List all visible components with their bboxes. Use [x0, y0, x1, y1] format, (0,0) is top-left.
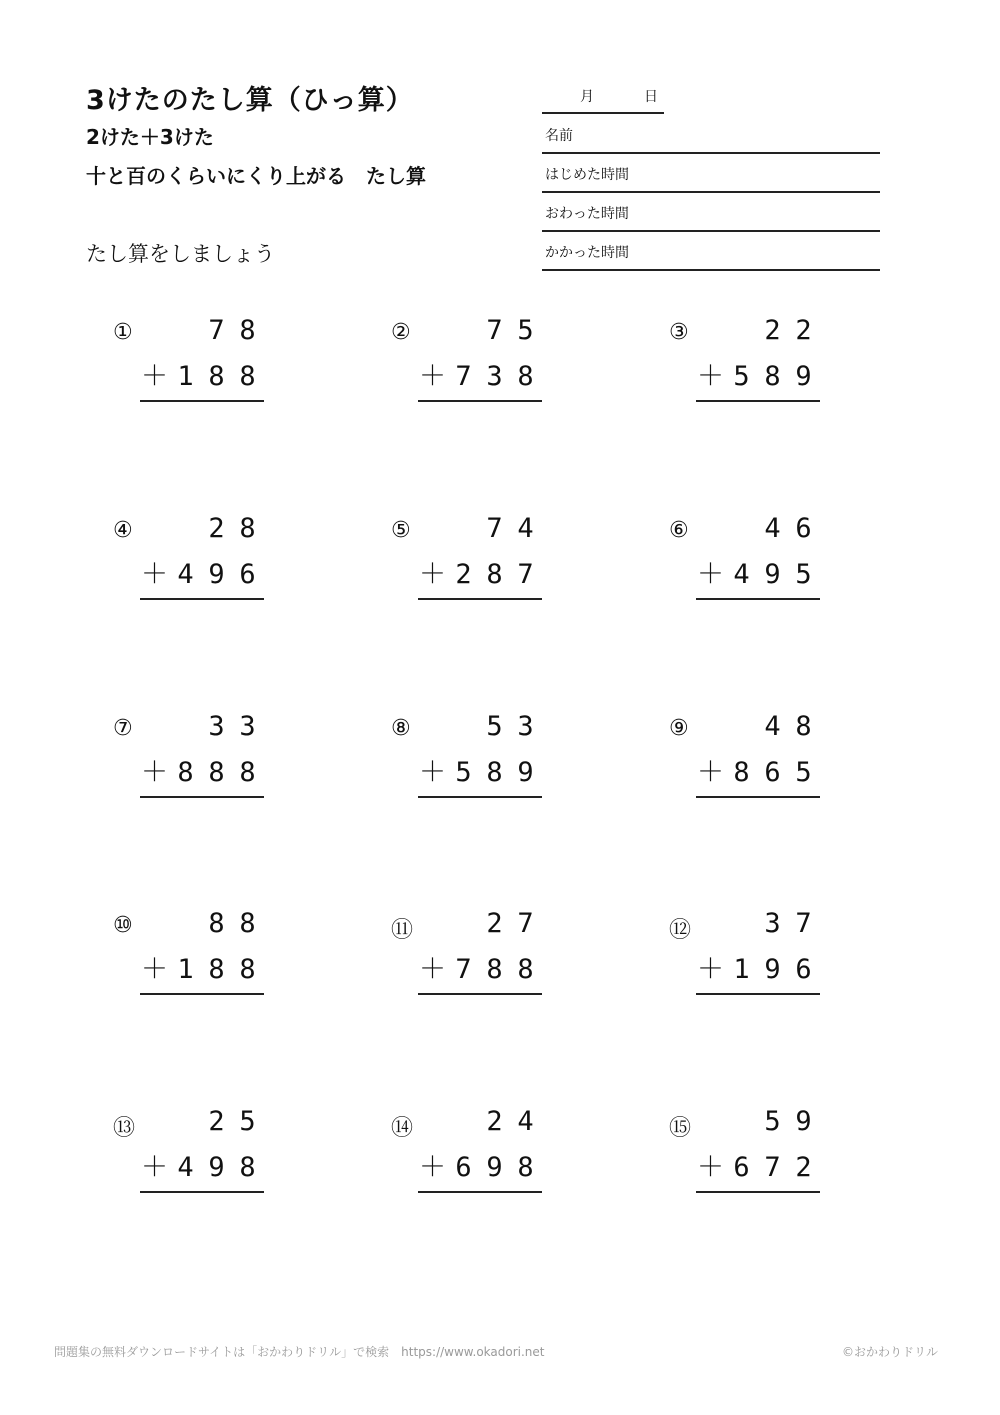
second-addend-value: 7 3 8 — [455, 361, 534, 392]
second-addend — [695, 750, 819, 789]
problem-number: ① — [113, 320, 133, 345]
answer-line — [418, 993, 542, 995]
problem — [113, 906, 263, 996]
first-addend — [757, 513, 819, 544]
second-addend — [695, 1145, 819, 1184]
day-label: 日 — [644, 89, 658, 105]
problem-number: ④ — [113, 518, 133, 543]
first-addend — [757, 711, 819, 742]
second-addend — [417, 354, 541, 393]
plus-sign: ＋ — [419, 1152, 446, 1183]
name-label: 名前 — [545, 128, 573, 144]
second-addend — [417, 1145, 541, 1184]
first-addend-value: 2 5 — [208, 1106, 256, 1137]
end-time-label: おわった時間 — [545, 206, 629, 222]
plus-sign: ＋ — [141, 954, 168, 985]
worksheet-title: 3けたのたし算（ひっ算） — [86, 85, 414, 116]
first-addend-value: 4 6 — [764, 513, 812, 544]
footer-copyright: ©おかわりドリル — [841, 1345, 938, 1359]
answer-line — [140, 400, 264, 402]
second-addend-value: 2 8 7 — [455, 559, 534, 590]
problem-number: ⑬ — [113, 1116, 136, 1141]
second-addend-value: 5 8 9 — [455, 757, 534, 788]
first-addend — [201, 315, 263, 346]
second-addend-value: 8 8 8 — [177, 757, 256, 788]
second-addend-value: 8 6 5 — [733, 757, 812, 788]
first-addend-value: 5 3 — [486, 711, 534, 742]
second-addend — [139, 750, 263, 789]
answer-line — [696, 1191, 820, 1193]
problem-number: ⑩ — [113, 913, 133, 938]
answer-line — [140, 598, 264, 600]
problem — [113, 709, 263, 799]
problem-number: ⑨ — [669, 716, 689, 741]
plus-sign: ＋ — [697, 361, 724, 392]
first-addend-value: 2 8 — [208, 513, 256, 544]
problem — [669, 511, 819, 601]
problem-number: ⑥ — [669, 518, 689, 543]
plus-sign: ＋ — [697, 954, 724, 985]
plus-sign: ＋ — [141, 1152, 168, 1183]
plus-sign: ＋ — [141, 559, 168, 590]
second-addend — [695, 552, 819, 591]
answer-line — [696, 796, 820, 798]
first-addend — [479, 908, 541, 939]
problem-number: ⑫ — [669, 918, 692, 943]
first-addend-value: 3 7 — [764, 908, 812, 939]
second-addend-value: 6 7 2 — [733, 1152, 812, 1183]
first-addend-value: 2 4 — [486, 1106, 534, 1137]
first-addend — [201, 908, 263, 939]
second-addend — [139, 552, 263, 591]
first-addend-value: 7 4 — [486, 513, 534, 544]
plus-sign: ＋ — [697, 757, 724, 788]
answer-line — [418, 400, 542, 402]
worksheet-subtitle-digits: 2けた＋3けた — [86, 125, 214, 149]
answer-line — [140, 993, 264, 995]
start-time-field — [542, 155, 880, 193]
first-addend — [479, 315, 541, 346]
first-addend-value: 5 9 — [764, 1106, 812, 1137]
first-addend — [201, 513, 263, 544]
problem — [113, 313, 263, 403]
second-addend — [417, 552, 541, 591]
problem — [391, 313, 541, 403]
problem — [391, 906, 541, 996]
second-addend-value: 4 9 5 — [733, 559, 812, 590]
answer-line — [418, 796, 542, 798]
second-addend-value: 5 8 9 — [733, 361, 812, 392]
problem — [391, 1104, 541, 1194]
worksheet-instruction: たし算をしましょう — [86, 242, 275, 266]
worksheet-subtitle-carry: 十と百のくらいにくり上がる たし算 — [86, 164, 426, 188]
plus-sign: ＋ — [697, 1152, 724, 1183]
second-addend — [417, 750, 541, 789]
second-addend — [417, 947, 541, 986]
first-addend — [757, 315, 819, 346]
first-addend — [201, 711, 263, 742]
plus-sign: ＋ — [419, 954, 446, 985]
problem — [669, 313, 819, 403]
first-addend-value: 2 7 — [486, 908, 534, 939]
problem-number: ⑪ — [391, 918, 414, 943]
problem-number: ⑦ — [113, 716, 133, 741]
problem — [391, 511, 541, 601]
first-addend — [479, 513, 541, 544]
second-addend — [139, 947, 263, 986]
first-addend-value: 3 3 — [208, 711, 256, 742]
second-addend-value: 4 9 8 — [177, 1152, 256, 1183]
answer-line — [418, 598, 542, 600]
answer-line — [696, 400, 820, 402]
elapsed-time-label: かかった時間 — [545, 245, 629, 261]
first-addend-value: 4 8 — [764, 711, 812, 742]
second-addend-value: 7 8 8 — [455, 954, 534, 985]
plus-sign: ＋ — [419, 361, 446, 392]
problem — [113, 511, 263, 601]
plus-sign: ＋ — [141, 757, 168, 788]
first-addend-value: 7 5 — [486, 315, 534, 346]
problem-number: ⑭ — [391, 1116, 414, 1141]
second-addend — [139, 354, 263, 393]
first-addend-value: 2 2 — [764, 315, 812, 346]
second-addend — [139, 1145, 263, 1184]
first-addend — [479, 711, 541, 742]
problem-number: ③ — [669, 320, 689, 345]
second-addend — [695, 354, 819, 393]
second-addend-value: 6 9 8 — [455, 1152, 534, 1183]
problem — [391, 709, 541, 799]
plus-sign: ＋ — [419, 757, 446, 788]
first-addend — [757, 908, 819, 939]
plus-sign: ＋ — [697, 559, 724, 590]
problem-number: ② — [391, 320, 411, 345]
second-addend-value: 1 8 8 — [177, 361, 256, 392]
problem — [669, 906, 819, 996]
problem-number: ⑤ — [391, 518, 411, 543]
problem-number: ⑮ — [669, 1116, 692, 1141]
date-field — [542, 86, 664, 114]
first-addend — [757, 1106, 819, 1137]
answer-line — [418, 1191, 542, 1193]
plus-sign: ＋ — [419, 559, 446, 590]
first-addend — [201, 1106, 263, 1137]
first-addend-value: 7 8 — [208, 315, 256, 346]
start-time-label: はじめた時間 — [545, 167, 629, 183]
name-field — [542, 116, 880, 154]
elapsed-time-field — [542, 233, 880, 271]
second-addend — [695, 947, 819, 986]
second-addend-value: 4 9 6 — [177, 559, 256, 590]
first-addend — [479, 1106, 541, 1137]
answer-line — [140, 1191, 264, 1193]
answer-line — [696, 598, 820, 600]
answer-line — [140, 796, 264, 798]
problem — [113, 1104, 263, 1194]
month-label: 月 — [580, 89, 594, 105]
answer-line — [696, 993, 820, 995]
problem — [669, 709, 819, 799]
footer-download-note: 問題集の無料ダウンロードサイトは「おかわりドリル」で検索 https://www.okadori.net — [54, 1345, 545, 1359]
end-time-field — [542, 194, 880, 232]
problem — [669, 1104, 819, 1194]
first-addend-value: 8 8 — [208, 908, 256, 939]
problem-number: ⑧ — [391, 716, 411, 741]
second-addend-value: 1 9 6 — [733, 954, 812, 985]
second-addend-value: 1 8 8 — [177, 954, 256, 985]
plus-sign: ＋ — [141, 361, 168, 392]
